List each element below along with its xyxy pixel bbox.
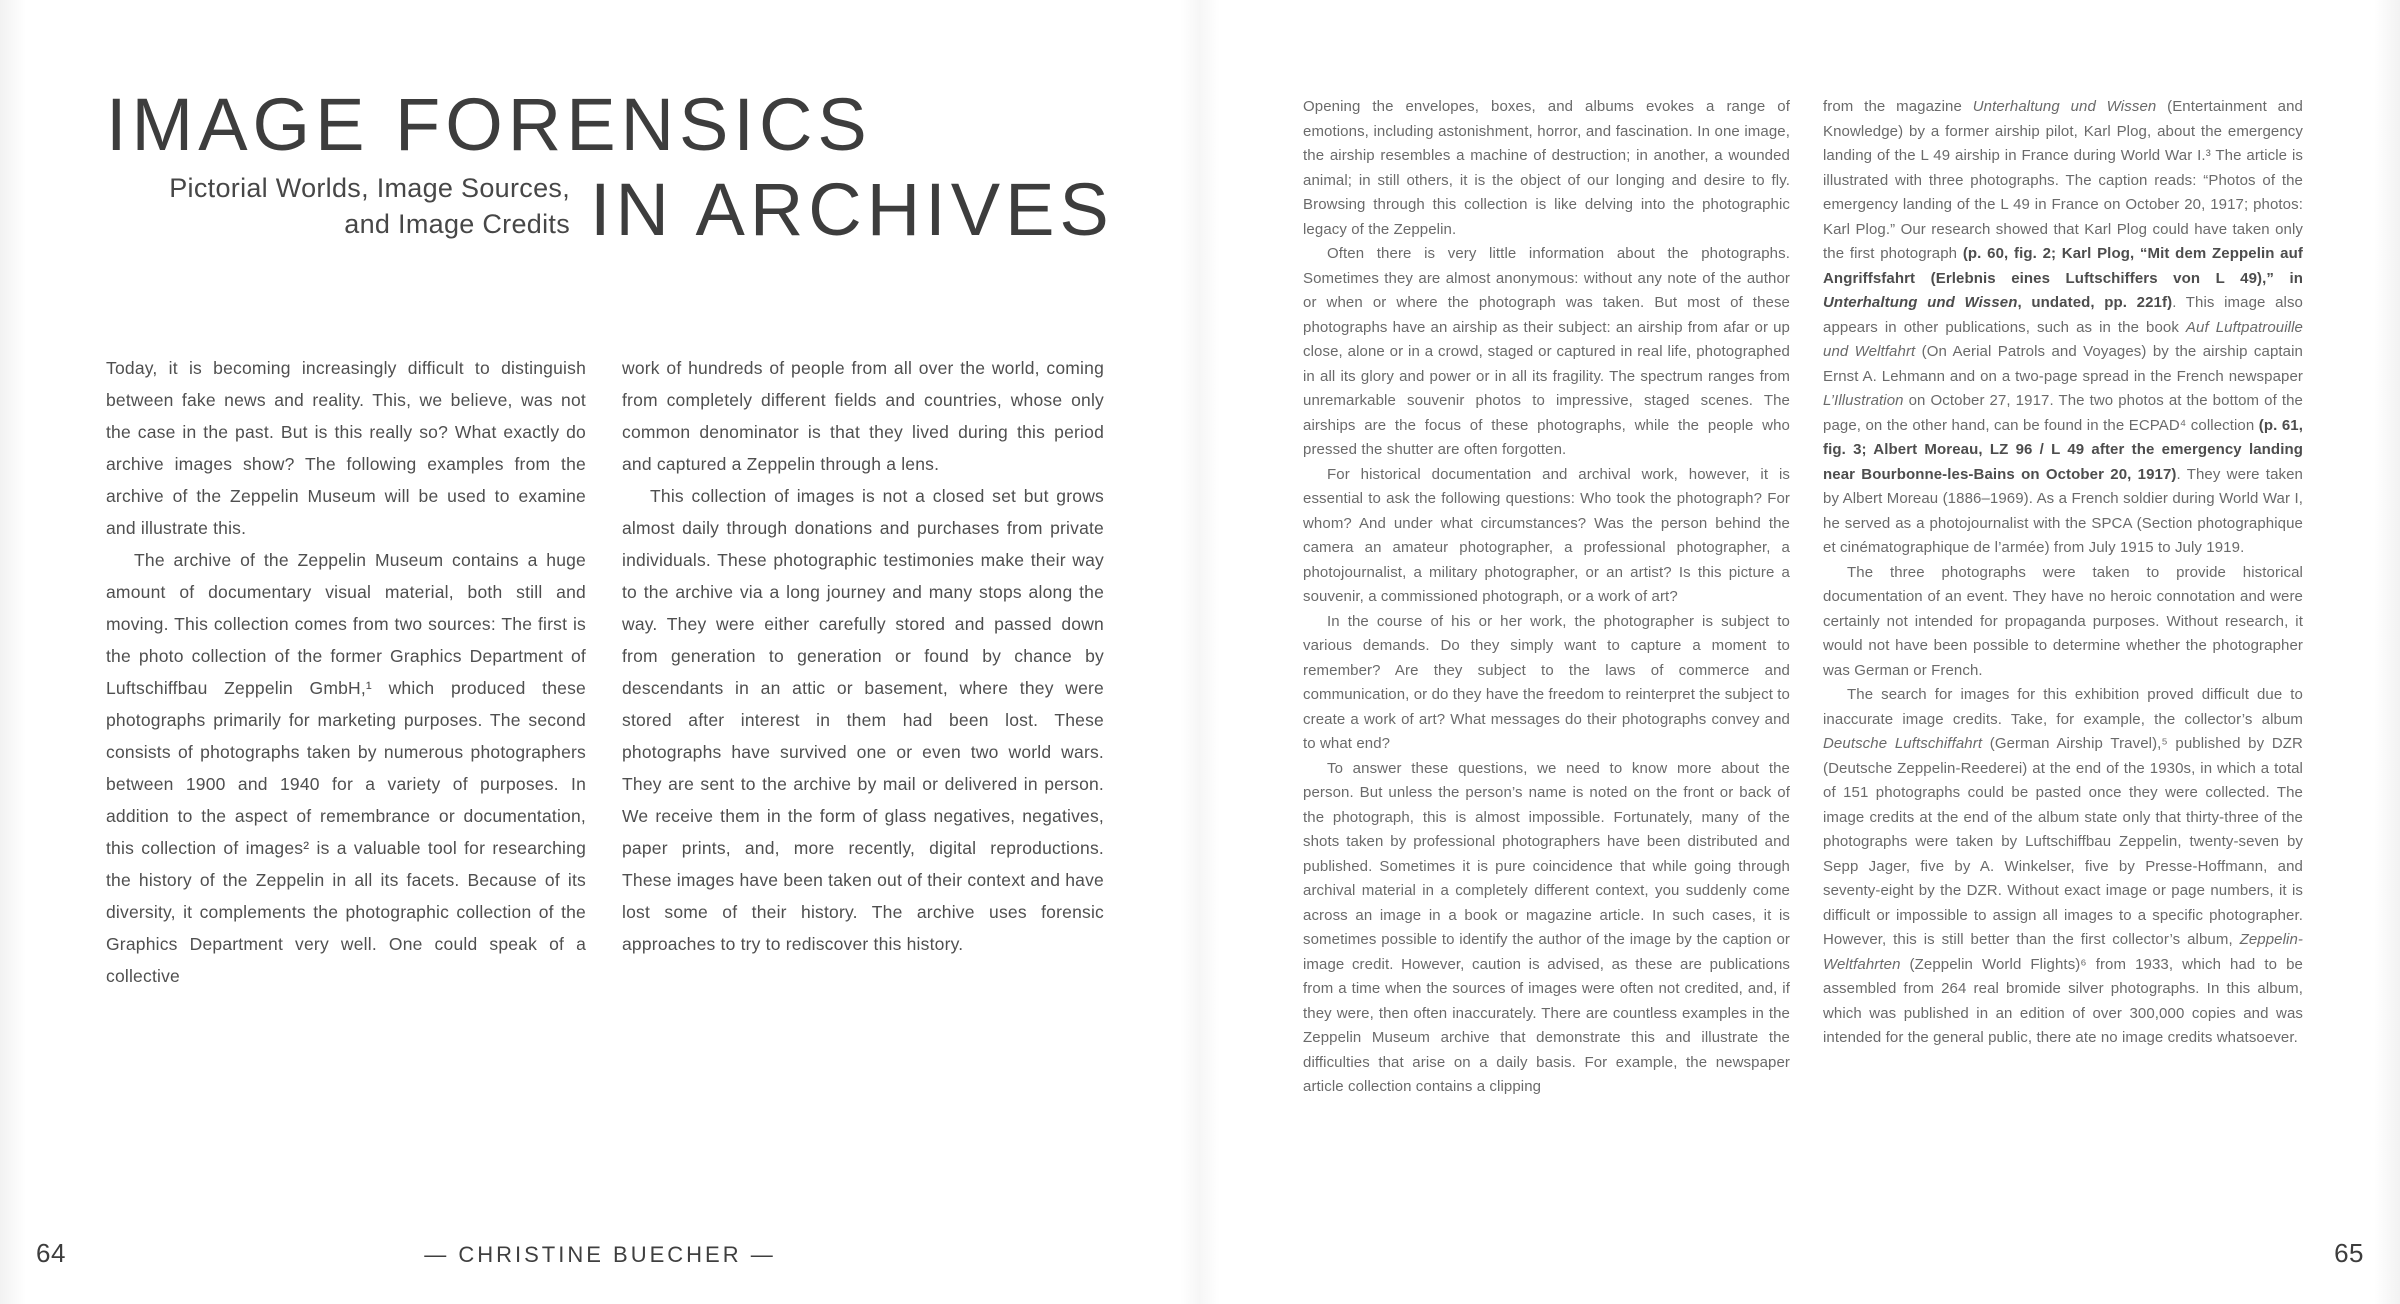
text-run: on October 27, 1917. The two photos at the bottom of the page, on the other hand, can be found in the ECPAD⁴ collection xyxy=(1823,392,2303,434)
paragraph xyxy=(106,352,586,544)
text-run: Unterhaltung und Wissen xyxy=(1823,294,2018,311)
text-run: To answer these questions, we need to know more about the person. But unless the person’s name is noted on the front or back of the photograph, this is almost impossible. Fortunately, many of the shots taken by professional photographers have been distributed and published. Sometimes it is pure coincidence that while going through archival material in a completely different context, you suddenly come across an image in a book or magazine article. In such cases, it is sometimes possible to identify the author of the image by the caption or image credit. However, caution is advised, as these are publications from a time when the sources of images were often not credited, and, if they were, then often inaccurately. There are countless examples in the Zeppelin Museum archive that demonstrate this and illustrate the difficulties that arise on a daily basis. For example, the newspaper article collection contains a clipping xyxy=(1303,759,1790,1095)
text-run: Opening the envelopes, boxes, and albums evokes a range of emotions, including astonishment, horror, and fascination. In one image, the airship resembles a machine of destruction; in another, a wounded animal; in still others, it is the object of our longing and desire to fly. Browsing through this collection is like delving into the photographic legacy of the Zeppelin. xyxy=(1303,98,1790,238)
right-page-text-column-2 xyxy=(1823,95,2303,1051)
page-number-right: 65 xyxy=(2334,1238,2364,1268)
text-run: For historical documentation and archival work, however, it is essential to ask the following questions: Who took the photograph? For whom? And under what circumstances? Was the person behind the camera an amateur photographer, a professional photographer, a photojournalist, a military photographer, or an artist? Is this picture a souvenir, a commissioned photograph, or a work of art? xyxy=(1303,465,1790,605)
paragraph xyxy=(1823,561,2303,684)
text-run: Zeppelin-Weltfahrten xyxy=(1823,931,2303,973)
article-title-row-2 xyxy=(140,168,1114,251)
text-run: Today, it is becoming increasingly difficult to distinguish between fake news and reality. This, we believe, was not the case in the past. But is this really so? What exactly do archive images show? The following examples from the archive of the Zeppelin Museum will be used to examine and illustrate this. xyxy=(106,358,586,538)
text-run: (p. 61, fig. 3; Albert Moreau, LZ 96 / L 49 after the emergency landing near Bourbonne-les-Bains on October 20, 1917) xyxy=(1823,416,2303,483)
right-page-text-column-1 xyxy=(1303,95,1790,1100)
text-run: (On Aerial Patrols and Voyages) by the airship captain Ernst A. Lehmann and on a two-page spread in the French newspaper xyxy=(1823,343,2303,385)
text-run: Deutsche Luftschiffahrt xyxy=(1823,735,1983,752)
article-title-line-2: IN ARCHIVES xyxy=(590,168,1114,251)
page-edge-left xyxy=(0,0,26,1304)
text-run: (Zeppelin World Flights)⁶ from 1933, which had to be assembled from 264 real bromide silver photographs. In this album, which was published in an edition of over 300,000 copies and was intended for the general public, there ate no image credits whatsoever. xyxy=(1823,955,2303,1046)
paragraph xyxy=(1823,95,2303,561)
paragraph xyxy=(1303,610,1790,757)
left-page-text-column-2 xyxy=(622,352,1104,960)
text-run: . They were taken by Albert Moreau (1886–1969). As a French soldier during World War I, he served as a photojournalist with the SPCA (Section photographique et cinématographique de l’armée) from July 1915 to July 1919. xyxy=(1823,465,2303,556)
text-run: The search for images for this exhibition proved difficult due to inaccurate image credits. Take, for example, the collector’s album xyxy=(1823,686,2303,728)
text-run: The three photographs were taken to provide historical documentation of an event. They have no heroic connotation and were certainly not intended for propaganda purposes. Without research, it would not have been possible to determine whether the photographer was German or French. xyxy=(1823,563,2303,679)
text-run: The archive of the Zeppelin Museum contains a huge amount of documentary visual material, both still and moving. This collection comes from two sources: The first is the photo collection of the former Graphics Department of Luftschiffbau Zeppelin GmbH,¹ which produced these photographs primarily for marketing purposes. The second consists of photographs taken by numerous photographers between 1900 and 1940 for a variety of purposes. In addition to the aspect of remembrance or documentation, this collection of images² is a valuable tool for researching the history of the Zeppelin in all its facets. Because of its diversity, it complements the photographic collection of the Graphics Department very well. One could speak of a collective xyxy=(106,550,586,986)
paragraph xyxy=(622,352,1104,480)
text-run: (German Airship Travel),⁵ published by DZR (Deutsche Zeppelin-Reederei) at the end of the 1930s, in which a total of 151 photographs could be pasted once they were collected. The image credits at the end of the album state only that thirty-three of the photographs were taken by Luftschiffbau Zeppelin, twenty-seven by Sepp Jager, five by A. Winkelser, five by Presse-Hoffmann, and seventy-eight by the DZR. Without exact image or page numbers, it is difficult or impossible to assign all images to a specific photographer. However, this is still better than the first collector’s album, xyxy=(1823,735,2303,948)
text-run: , undated, pp. 221f) xyxy=(2017,294,2173,311)
paragraph xyxy=(1303,757,1790,1100)
article-subtitle xyxy=(140,170,570,247)
paragraph xyxy=(1303,463,1790,610)
paragraph xyxy=(106,544,586,992)
text-run: Unterhaltung und Wissen xyxy=(1972,98,2157,115)
text-run: This collection of images is not a closed set but grows almost daily through donations and purchases from private individuals. These photographic testimonies make their way to the archive via a long journey and many stops along the way. They were either carefully stored and passed down from generation to generation or found by chance by descendants in an attic or basement, where they were stored after interest in them had been lost. These photographs have survived one or even two world wars. They are sent to the archive by mail or delivered in person. We receive them in the form of glass negatives, negatives, paper prints, and, more recently, digital reproductions. These images have been taken out of their context and have lost some of their history. The archive uses forensic approaches to try to rediscover this history. xyxy=(622,486,1104,954)
subtitle-line-1: Pictorial Worlds, Image Sources, xyxy=(169,173,570,203)
author-credit: — CHRISTINE BUECHER — xyxy=(424,1242,776,1267)
text-run: work of hundreds of people from all over the world, coming from completely different fields and countries, whose only common denominator is that they lived during this period and captured a Zeppelin through a lens. xyxy=(622,358,1104,474)
subtitle-line-2: and Image Credits xyxy=(344,209,570,239)
left-page-text-column-1 xyxy=(106,352,586,992)
text-run: from the magazine xyxy=(1823,98,1973,115)
text-run: In the course of his or her work, the photographer is subject to various demands. Do they simply want to capture a moment to remember? Are they subject to the laws of commerce and communication, or do they have the freedom to reinterpret the subject to create a work of art? What messages do their photographs convey and to what end? xyxy=(1303,612,1790,752)
text-run: . This image also appears in other publications, such as in the book xyxy=(1823,294,2303,336)
page-fold-shadow xyxy=(1180,0,1220,1304)
page-edge-right xyxy=(2374,0,2400,1304)
paragraph xyxy=(1303,242,1790,463)
text-run: (Entertainment and Knowledge) by a former airship pilot, Karl Plog, about the emergency landing of the L 49 airship in France during World War I.³ The article is illustrated with three photographs. The caption reads: “Photos of the emergency landing of the L 49 in France on October 20, 1917; photos: Karl Plog.” Our research showed that Karl Plog could have taken only the first photograph xyxy=(1823,98,2303,262)
paragraph xyxy=(1303,95,1790,242)
text-run: Often there is very little information about the photographs. Sometimes they are almost anonymous: without any note of the author or when or where the photograph was taken. But most of these photographs have an airship as their subject: an airship from afar or up close, alone or in a crowd, staged or captured in real life, photographed in all its glory and power or in all its fragility. The spectrum ranges from unremarkable souvenir photos to impressive, staged scenes. The airships are the focus of these photographs, while the people who pressed the shutter are often forgotten. xyxy=(1303,245,1790,458)
paragraph xyxy=(622,480,1104,960)
article-title-line-1: IMAGE FORENSICS xyxy=(106,83,872,166)
page-number-left: 64 xyxy=(36,1238,66,1268)
text-run: L’Illustration xyxy=(1823,392,1904,409)
text-run: Auf Luftpatrouille und Weltfahrt xyxy=(1823,318,2303,360)
paragraph xyxy=(1823,683,2303,1051)
text-run: (p. 60, fig. 2; Karl Plog, “Mit dem Zeppelin auf Angriffsfahrt (Erlebnis eines Luftschiffers von L 49),” in xyxy=(1823,245,2303,287)
